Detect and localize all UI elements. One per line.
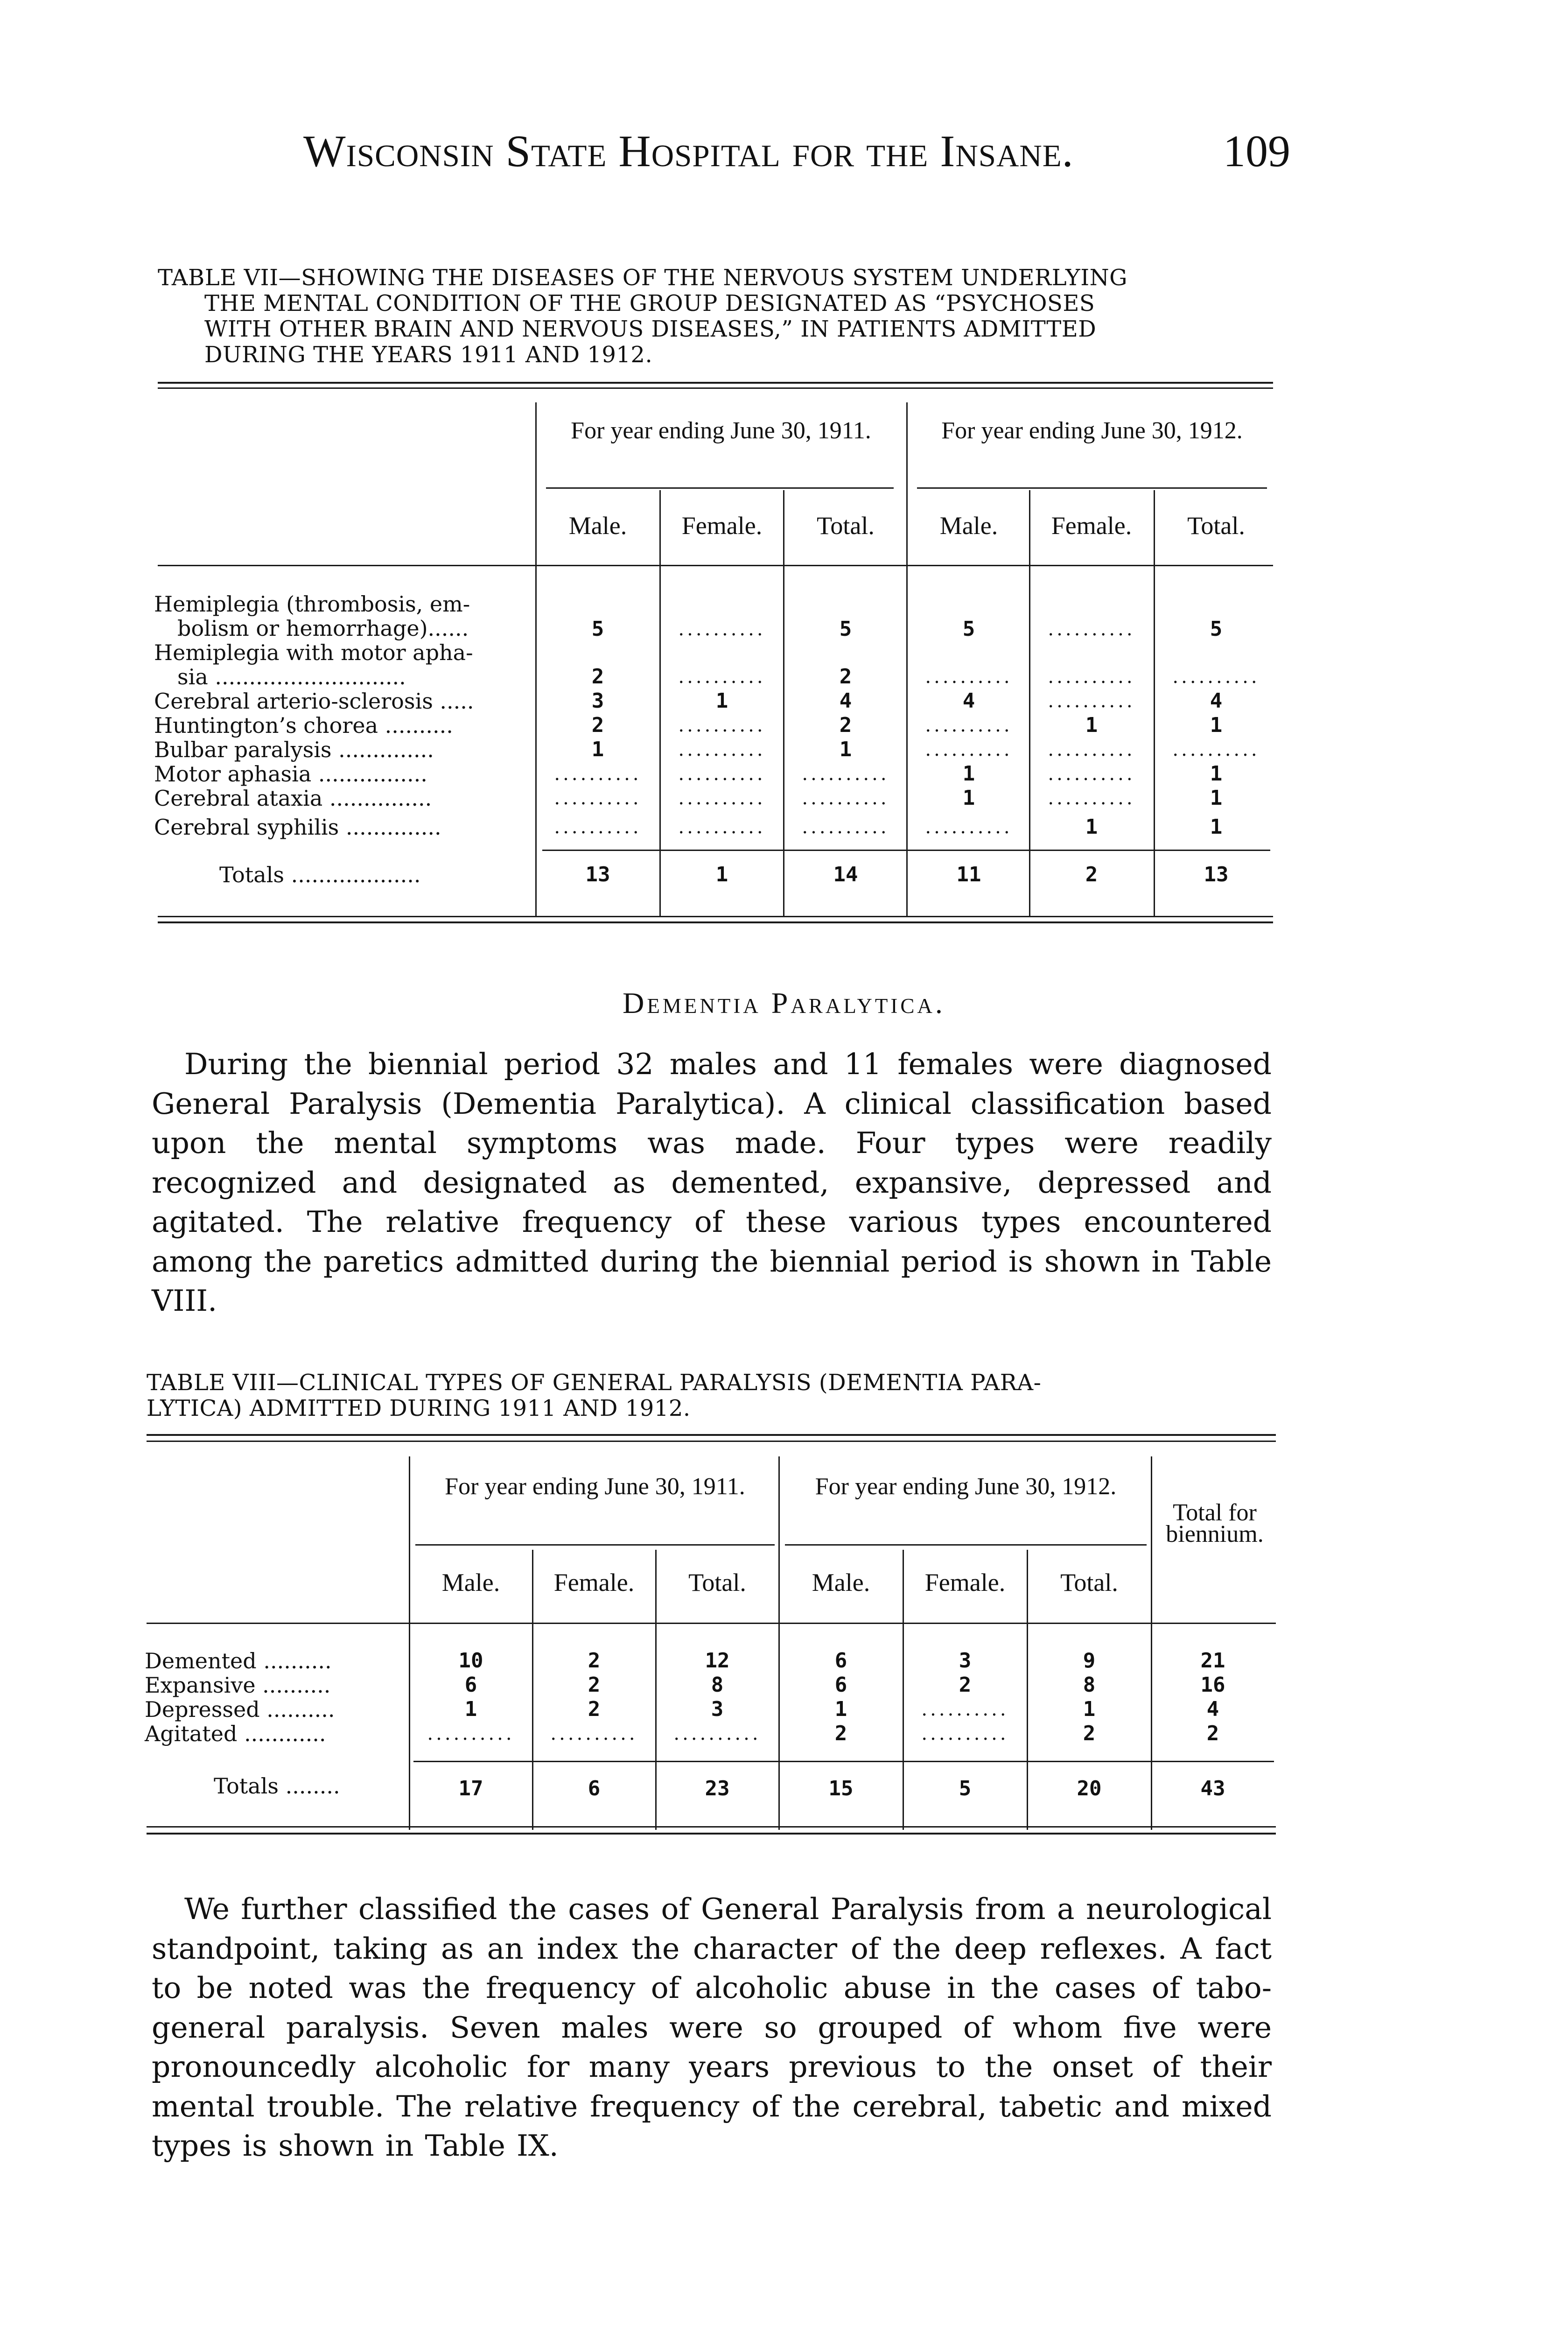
table7-cell: 2	[839, 713, 852, 737]
table7-cell: 2	[839, 665, 852, 689]
table7-cell: 5	[839, 617, 852, 641]
table7-cell: ..........	[1172, 739, 1260, 760]
table7-total: 2	[1085, 863, 1098, 886]
table7-cell: 1	[1210, 815, 1223, 839]
table7-cell: ..........	[678, 816, 766, 838]
table7-cell: 5	[962, 617, 975, 641]
table8-cell: 9	[1083, 1649, 1096, 1673]
table8-cell: 2	[588, 1697, 601, 1721]
table7-row-label: Hemiplegia (thrombosis, em-	[154, 591, 470, 617]
table7-cell: ..........	[1048, 763, 1135, 785]
table8-col-female: Female.	[553, 1568, 635, 1596]
table7-cell: ..........	[1048, 690, 1135, 712]
table8-col-female: Female.	[924, 1568, 1006, 1596]
page-number: 109	[1223, 126, 1290, 176]
table7-group-header-1912: For year ending June 30, 1912.	[941, 417, 1243, 444]
table7-header-rule	[158, 565, 1273, 566]
table7-row-label: bolism or hemorrhage)......	[177, 616, 469, 641]
table7-cell: ..........	[925, 816, 1013, 838]
table7-cell: ..........	[1048, 619, 1135, 640]
table8-top-rule	[147, 1441, 1276, 1442]
table7-cell: ..........	[678, 619, 766, 640]
table8-cell: 1	[1083, 1697, 1096, 1721]
table7-cell: 4	[839, 689, 852, 713]
table7-cell: 1	[591, 738, 604, 761]
table7-cell: ..........	[554, 787, 642, 809]
table7-caption-line: DURING THE YEARS 1911 AND 1912.	[204, 342, 653, 368]
table7-col-female: Female.	[681, 512, 763, 540]
table7-cell: 3	[591, 689, 604, 713]
table8-cell: ..........	[427, 1723, 515, 1744]
table8-totals-rule	[413, 1761, 1274, 1762]
table7-row-label: Hemiplegia with motor apha-	[154, 640, 473, 665]
table8-cell: 6	[834, 1673, 847, 1697]
table8-cell: 4	[1206, 1697, 1219, 1721]
table7-caption-line: TABLE VII—SHOWING THE DISEASES OF THE NERVOUS SYSTEM UNDERLYING	[158, 265, 1127, 291]
table8-cell: ..........	[673, 1723, 761, 1744]
table8-cell: 3	[959, 1649, 972, 1673]
table7-totals-label: Totals ...................	[219, 862, 421, 887]
table7-cell: ..........	[925, 739, 1013, 760]
table8-cell: 1	[834, 1697, 847, 1721]
table7-cell: ..........	[802, 787, 889, 809]
table7-caption-line: WITH OTHER BRAIN AND NERVOUS DISEASES,” IN PATIENTS ADMITTED	[204, 316, 1097, 342]
table8-total: 23	[705, 1777, 730, 1800]
table8-col-biennium: Total for biennium.	[1166, 1499, 1264, 1547]
table7-cell: 1	[962, 762, 975, 786]
table8-group-header-1911: For year ending June 30, 1911.	[445, 1473, 745, 1500]
table7-group-underline	[917, 487, 1267, 489]
table8-group-underline	[785, 1544, 1147, 1546]
table7-cell: ..........	[925, 715, 1013, 736]
table7-total: 13	[585, 863, 610, 886]
table7-cell: 4	[1210, 689, 1223, 713]
table8-totals-label: Totals ........	[214, 1773, 340, 1799]
table7-bottom-rule	[158, 921, 1273, 923]
table8-cell: 2	[959, 1673, 972, 1697]
table8-row-label: Expansive ..........	[145, 1673, 331, 1698]
table7-top-rule	[158, 387, 1273, 389]
table8-cell: 2	[834, 1722, 847, 1745]
table7-col-total: Total.	[817, 512, 875, 540]
table7-cell: 5	[591, 617, 604, 641]
table8-col-total: Total.	[1060, 1568, 1118, 1596]
table8-total: 43	[1200, 1777, 1225, 1800]
table8-caption	[147, 1370, 1276, 1421]
table8-total: 17	[458, 1777, 483, 1800]
table7-cell: 1	[962, 786, 975, 810]
table8-col-divider	[1151, 1456, 1152, 1830]
table8-bottom-rule	[147, 1833, 1276, 1835]
table7-cell: ..........	[1172, 666, 1260, 688]
table7-cell: 1	[839, 738, 852, 761]
table8-cell: 16	[1200, 1673, 1225, 1697]
table8-cell: 2	[1206, 1722, 1219, 1745]
table8-cell: 1	[464, 1697, 477, 1721]
table7-cell: ..........	[678, 715, 766, 736]
table7-row-label: Cerebral syphilis ..............	[154, 815, 441, 840]
table8-cell: 8	[711, 1673, 724, 1697]
table7-cell: ..........	[1048, 787, 1135, 809]
table7-cell: ..........	[802, 816, 889, 838]
table7-total: 14	[833, 863, 858, 886]
table8-total: 5	[959, 1777, 972, 1800]
table8-header-rule	[147, 1623, 1276, 1624]
table7-cell: 1	[715, 689, 728, 713]
table7-cell: ..........	[1048, 739, 1135, 760]
table8-cell: 3	[711, 1697, 724, 1721]
table7-cell: ..........	[678, 666, 766, 688]
table8-col-divider	[409, 1456, 410, 1830]
table7-row-label: Motor aphasia ................	[154, 761, 427, 787]
section-title: Dementia Paralytica.	[623, 986, 945, 1019]
table7-cell: 1	[1085, 713, 1098, 737]
table7-cell: ..........	[554, 763, 642, 785]
table7-cell: ..........	[678, 763, 766, 785]
table7-col-male: Male.	[939, 512, 998, 540]
table8-total: 20	[1077, 1777, 1102, 1800]
table8-cell: 10	[458, 1649, 483, 1673]
table7-row-label: Cerebral arterio-sclerosis .....	[154, 689, 474, 714]
table8-row-label: Agitated ............	[145, 1721, 326, 1746]
table7-cell: 1	[1210, 713, 1223, 737]
table7-row-label: Cerebral ataxia ...............	[154, 786, 432, 811]
table8-cell: 2	[588, 1649, 601, 1673]
table8-cell: 12	[705, 1649, 730, 1673]
table8-cell: ..........	[550, 1723, 638, 1744]
table7-cell: 4	[962, 689, 975, 713]
table8-row-label: Demented ..........	[145, 1648, 332, 1673]
table8-cell: 6	[464, 1673, 477, 1697]
table7-caption	[158, 265, 1273, 368]
table7-cell: ..........	[554, 816, 642, 838]
table7-row-label: sia ............................	[177, 664, 406, 689]
table7-totals-rule	[542, 850, 1270, 851]
table7-total: 1	[715, 863, 728, 886]
table8-cell: 8	[1083, 1673, 1096, 1697]
table7-cell: 5	[1210, 617, 1223, 641]
table8-group-underline	[415, 1544, 775, 1546]
table8-total: 15	[828, 1777, 854, 1800]
table7-col-total: Total.	[1187, 512, 1245, 540]
table7-cell: 1	[1210, 762, 1223, 786]
table7-col-female: Female.	[1051, 512, 1132, 540]
table7-cell: 1	[1210, 786, 1223, 810]
table8-cell: 2	[1083, 1722, 1096, 1745]
body-paragraph: During the biennial period 32 males and 11 females were diagnosed General Paralysis (Dementia Paralytica). A clinical classification based upon the mental symptoms was made. Four types were readily recognized and designated as demented, expansive, depressed and agitated. The relative frequency of these various types encountered among the paretics admitted during the biennial period is shown in Table VIII.	[152, 1047, 1272, 1318]
table7-group-underline	[546, 487, 894, 489]
table8-caption-line: LYTICA) ADMITTED DURING 1911 AND 1912.	[147, 1395, 691, 1421]
table7-total: 11	[956, 863, 981, 886]
table7-cell: ..........	[925, 666, 1013, 688]
table8-top-rule	[147, 1434, 1276, 1436]
table8-col-divider	[778, 1456, 780, 1830]
table8-cell: ..........	[921, 1699, 1009, 1720]
table7-cell: 2	[591, 713, 604, 737]
table8-total: 6	[588, 1777, 601, 1800]
table7-cell: ..........	[678, 787, 766, 809]
table7-top-rule	[158, 382, 1273, 384]
table8-group-header-1912: For year ending June 30, 1912.	[815, 1473, 1117, 1500]
table8-col-male: Male.	[441, 1568, 500, 1596]
body-paragraph: We further classified the cases of General Paralysis from a neurological standpoint, taking as an index the character of the deep reflexes. A fact to be noted was the frequency of alcoholic abuse in the cases of tabo-general paralysis. Seven males were so grouped of whom five were pronouncedly alcoholic for many years previous to the onset of their mental trouble. The relative frequency of the cerebral, tabetic and mixed types is shown in Table IX.	[152, 1892, 1272, 2163]
table7-row-label: Bulbar paralysis ..............	[154, 737, 434, 762]
table8-col-total: Total.	[688, 1568, 746, 1596]
table7-cell: ..........	[802, 763, 889, 785]
table7-col-male: Male.	[568, 512, 627, 540]
table8-caption-line: TABLE VIII—CLINICAL TYPES OF GENERAL PARALYSIS (DEMENTIA PARA-	[147, 1370, 1042, 1396]
table8-cell: 21	[1200, 1649, 1225, 1673]
table7-caption-line: THE MENTAL CONDITION OF THE GROUP DESIGNATED AS “PSYCHOSES	[204, 290, 1095, 316]
table8-cell: 2	[588, 1673, 601, 1697]
table7-cell: 1	[1085, 815, 1098, 839]
running-title: Wisconsin State Hospital for the Insane.	[303, 126, 1074, 176]
table8-row-label: Depressed ..........	[145, 1697, 335, 1722]
table7-group-header-1911: For year ending June 30, 1911.	[571, 417, 871, 444]
table8-cell: ..........	[921, 1723, 1009, 1744]
table7-cell: ..........	[678, 739, 766, 760]
table8-col-male: Male.	[812, 1568, 870, 1596]
table7-cell: ..........	[1048, 666, 1135, 688]
table8-bottom-rule	[147, 1826, 1276, 1828]
table7-bottom-rule	[158, 916, 1273, 917]
table7-cell: 2	[591, 665, 604, 689]
table8-cell: 6	[834, 1649, 847, 1673]
table7-row-label: Huntington’s chorea ..........	[154, 713, 453, 738]
table7-total: 13	[1204, 863, 1229, 886]
